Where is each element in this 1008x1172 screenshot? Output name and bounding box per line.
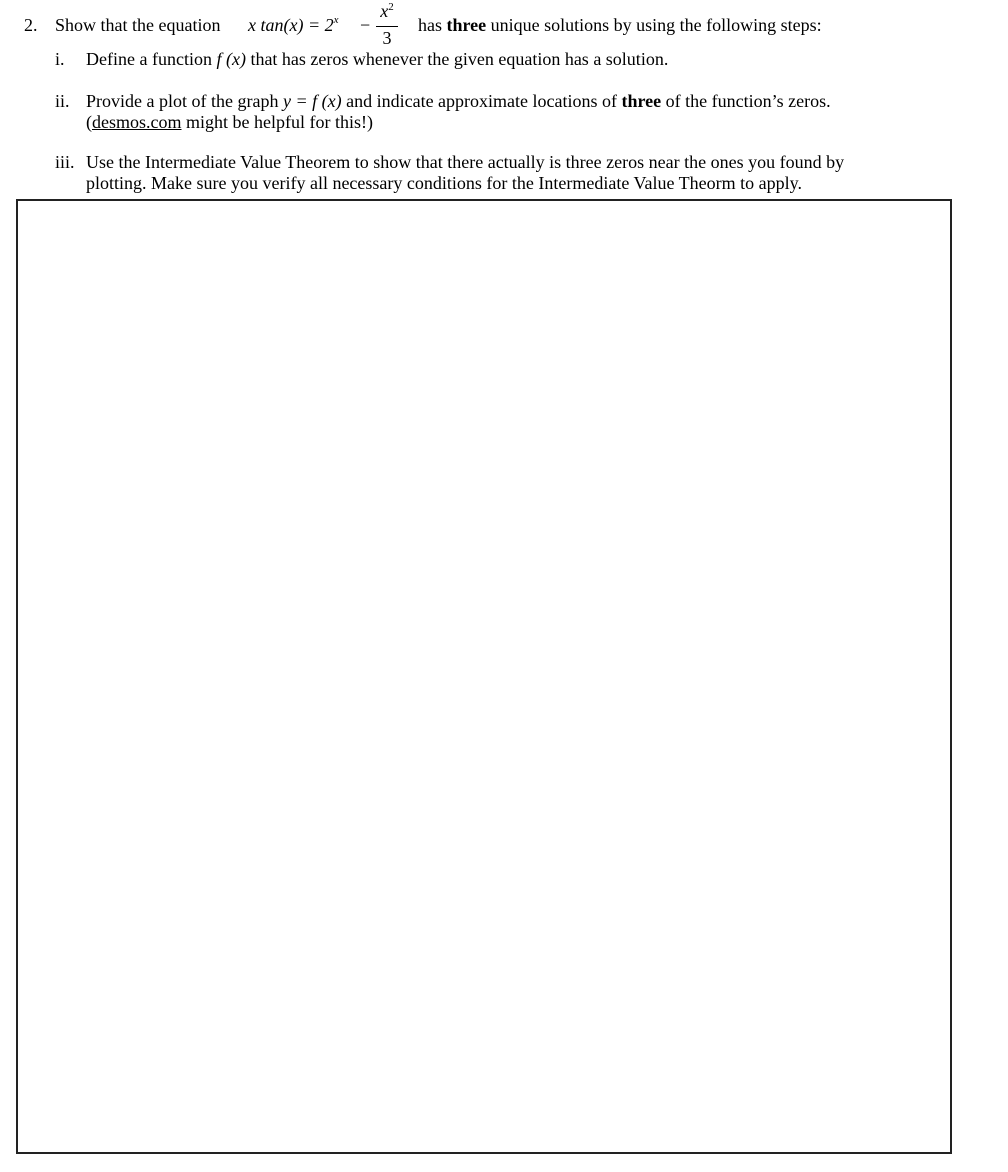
step-ii-line2-post: might be helpful for this!) (181, 112, 373, 132)
step-i-label: i. (55, 49, 65, 69)
fraction-numerator-exponent: 2 (388, 1, 394, 13)
step-i-text (86, 49, 668, 70)
step-ii-line2 (86, 112, 373, 133)
fraction-denominator: 3 (382, 28, 392, 48)
equation-lhs-text: x tan(x) = 2 (248, 15, 334, 35)
problem-suffix-post: unique solutions by using the following steps: (486, 15, 822, 35)
step-ii-bold: three (621, 91, 662, 111)
problem-suffix (418, 15, 822, 36)
step-i-post: that has zeros whenever the given equation has a solution. (245, 49, 669, 69)
equation-lhs (248, 15, 339, 39)
step-ii-mid: and indicate approximate locations of (341, 91, 622, 111)
step-i-pre: Define a function (86, 49, 217, 69)
step-ii-line1 (86, 91, 831, 112)
problem-suffix-bold: three (446, 15, 487, 35)
step-ii-label: ii. (55, 91, 70, 111)
equation-exponent: x (333, 14, 339, 26)
equation-minus: − (360, 15, 371, 35)
step-iii-label: iii. (55, 152, 75, 172)
fraction-numerator (376, 2, 398, 23)
problem-suffix-pre: has (418, 15, 447, 35)
step-iii-line1: Use the Intermediate Value Theorem to show that there actually is three zeros near the ones you found by (86, 152, 845, 172)
equation-fraction (376, 0, 398, 46)
step-ii-post: of the function’s zeros. (661, 91, 831, 111)
step-iii-line2: plotting. Make sure you verify all necessary conditions for the Intermediate Value Theorm to apply. (86, 173, 802, 193)
problem-number: 2. (24, 15, 38, 35)
fraction-bar (376, 26, 398, 27)
problem-intro: Show that the equation (55, 15, 221, 35)
answer-box[interactable] (16, 199, 952, 1154)
step-ii-math: y = f (x) (282, 91, 342, 111)
desmos-link[interactable]: desmos.com (92, 112, 182, 132)
step-ii-pre: Provide a plot of the graph (86, 91, 283, 111)
fraction-numerator-var: x (380, 1, 389, 21)
step-i-math: f (x) (216, 49, 246, 69)
step-ii-line2-pre: ( (86, 112, 92, 132)
